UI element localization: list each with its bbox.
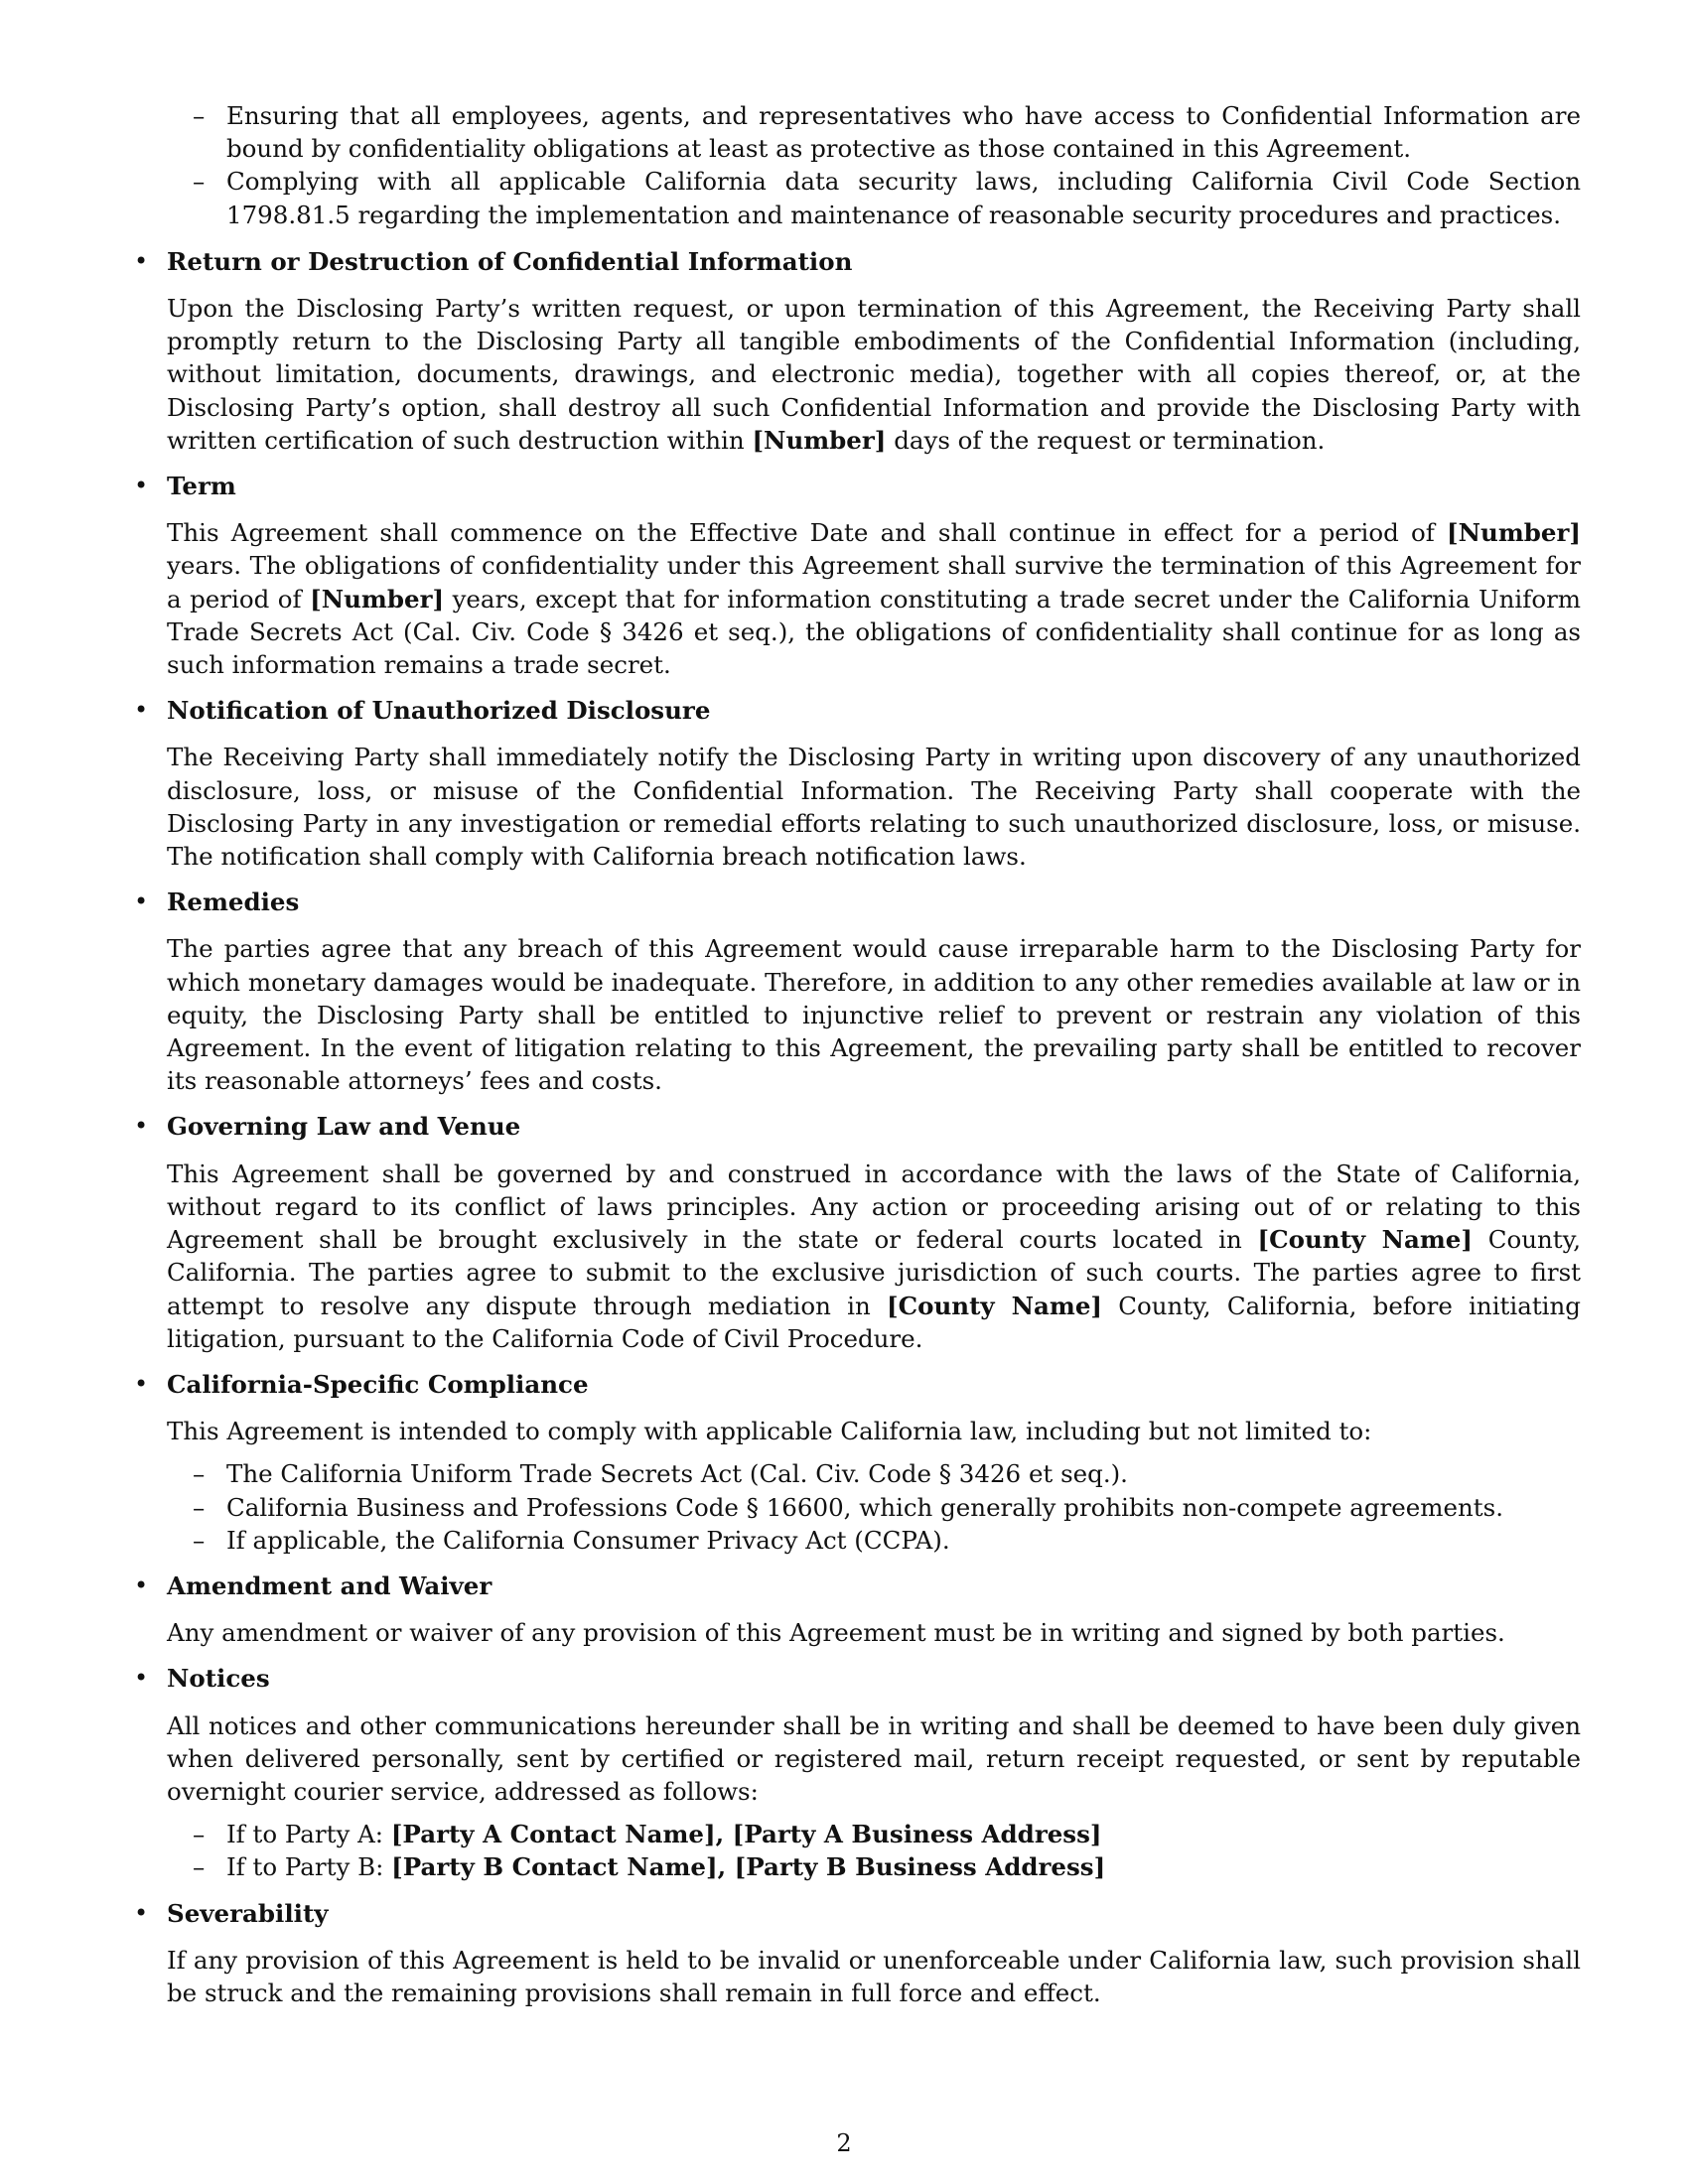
section-heading: • Remedies [167, 887, 300, 917]
section-heading: • Return or Destruction of Confidential Information [167, 246, 853, 276]
sublist-item: – If applicable, the California Consumer Privacy Act (CCPA). [167, 1524, 1581, 1557]
section-heading: • Governing Law and Venue [167, 1112, 521, 1142]
obligations-sublist [167, 99, 1581, 231]
sublist-item: – California Business and Professions Code § 16600, which generally prohibits non-compete agreements. [167, 1491, 1581, 1524]
placeholder-party-a: [Party A Contact Name], [Party A Business Address] [390, 1820, 1102, 1849]
section-term [131, 470, 1581, 681]
section-text: Upon the Disclosing Party’s written request, or upon termination of this Agreement, the Receiving Party shall promptly return to the Disclosing Party all tangible embodiments of the Confidential Information (including, without limitation, documents, drawings, and electronic media), together with all copies thereof, or, at the Disclosing Party’s option, shall destroy all such Confidential Information and provide the Disclosing Party with written certification of such destruction within [Number] days of the request or termination. [167, 294, 1581, 455]
section-california-compliance [131, 1368, 1581, 1557]
section-text: This Agreement is intended to comply with applicable California law, including but not limited to: [167, 1417, 1372, 1446]
section-text: If any provision of this Agreement is held to be invalid or unenforceable under California law, such provision shall be struck and the remaining provisions shall remain in full force and effect. [167, 1945, 1581, 2007]
section-heading: • Notification of Unauthorized Disclosure [167, 696, 711, 726]
section-heading: • Term [167, 472, 236, 501]
compliance-sublist [167, 1457, 1581, 1557]
section-text: This Agreement shall commence on the Effective Date and shall continue in effect for a period of [Number] years. The obligations of confidentiality under this Agreement shall survive the termination of this Agreement for a period of [Number] years, except that for information constituting a trade secret under the California Uniform Trade Secrets Act (Cal. Civ. Code § 3426 et seq.), the obligations of confidentiality shall continue for as long as such information remains a trade secret. [167, 518, 1582, 680]
sublist-item: – The California Uniform Trade Secrets Act (Cal. Civ. Code § 3426 et seq.). [167, 1457, 1581, 1490]
placeholder-county: [County Name] [887, 1291, 1103, 1320]
page-number: 2 [836, 2129, 852, 2157]
sublist-item: – Complying with all applicable California data security laws, including California Civil Code Section 1798.81.5 regarding the implementation and maintenance of reasonable security procedures and practices. [167, 165, 1581, 230]
placeholder-number: [Number] [1447, 518, 1581, 548]
placeholder-number: [Number] [310, 584, 445, 614]
section-heading: • California-Specific Compliance [167, 1369, 589, 1399]
section-text: This Agreement shall be governed by and construed in accordance with the laws of the State of California, without regard to its conflict of laws principles. Any action or proceeding arising out of or relating to this Agreement shall be brought exclusively in the state or federal courts located in [County Name] County, California. The parties agree to submit to the exclusive jurisdiction of such courts. The parties agree to first attempt to resolve any dispute through mediation in [County Name] County, California, before initiating litigation, pursuant to the California Code of Civil Procedure. [167, 1159, 1582, 1353]
section-heading: • Severability [167, 1898, 329, 1928]
placeholder-party-b: [Party B Contact Name], [Party B Business Address] [391, 1852, 1106, 1882]
document-body [131, 99, 1581, 2022]
section-text: All notices and other communications hereunder shall be in writing and shall be deemed to have been duly given when delivered personally, sent by certified or registered mail, return receipt requested, or sent by reputable overnight courier service, addressed as follows: [167, 1710, 1581, 1806]
section-heading: • Amendment and Waiver [167, 1570, 492, 1600]
section-notices [131, 1662, 1581, 1883]
sublist-item: – If to Party A: [Party A Contact Name], [Party A Business Address] [167, 1818, 1581, 1850]
section-list [131, 99, 1581, 2009]
section-heading: • Notices [167, 1664, 270, 1694]
section-notification [131, 694, 1581, 873]
notices-sublist [167, 1818, 1581, 1883]
sublist-item: – If to Party B: [Party B Contact Name], [Party B Business Address] [167, 1850, 1581, 1883]
section-amendment [131, 1570, 1581, 1649]
section-severability [131, 1897, 1581, 2010]
section-continuation [131, 99, 1581, 231]
sublist-item: – Ensuring that all employees, agents, and representatives who have access to Confidential Information are bound by confidentiality obligations at least as protective as those contained in this Agreement. [167, 99, 1581, 165]
placeholder-number: [Number] [752, 425, 887, 455]
section-text: Any amendment or waiver of any provision of this Agreement must be in writing and signed by both parties. [167, 1618, 1505, 1648]
section-remedies [131, 886, 1581, 1097]
section-text: The parties agree that any breach of this Agreement would cause irreparable harm to the Disclosing Party for which monetary damages would be inadequate. Therefore, in addition to any other remedies available at law or in equity, the Disclosing Party shall be entitled to injunctive relief to prevent or restrain any violation of this Agreement. In the event of litigation relating to this Agreement, the prevailing party shall be entitled to recover its reasonable attorneys’ fees and costs. [167, 934, 1581, 1096]
section-return-destruction [131, 245, 1581, 457]
section-governing-law [131, 1110, 1581, 1354]
section-text: The Receiving Party shall immediately notify the Disclosing Party in writing upon discovery of any unauthorized disclosure, loss, or misuse of the Confidential Information. The Receiving Party shall cooperate with the Disclosing Party in any investigation or remedial efforts relating to such unauthorized disclosure, loss, or misuse. The notification shall comply with California breach notification laws. [167, 743, 1581, 872]
placeholder-county: [County Name] [1257, 1225, 1473, 1255]
